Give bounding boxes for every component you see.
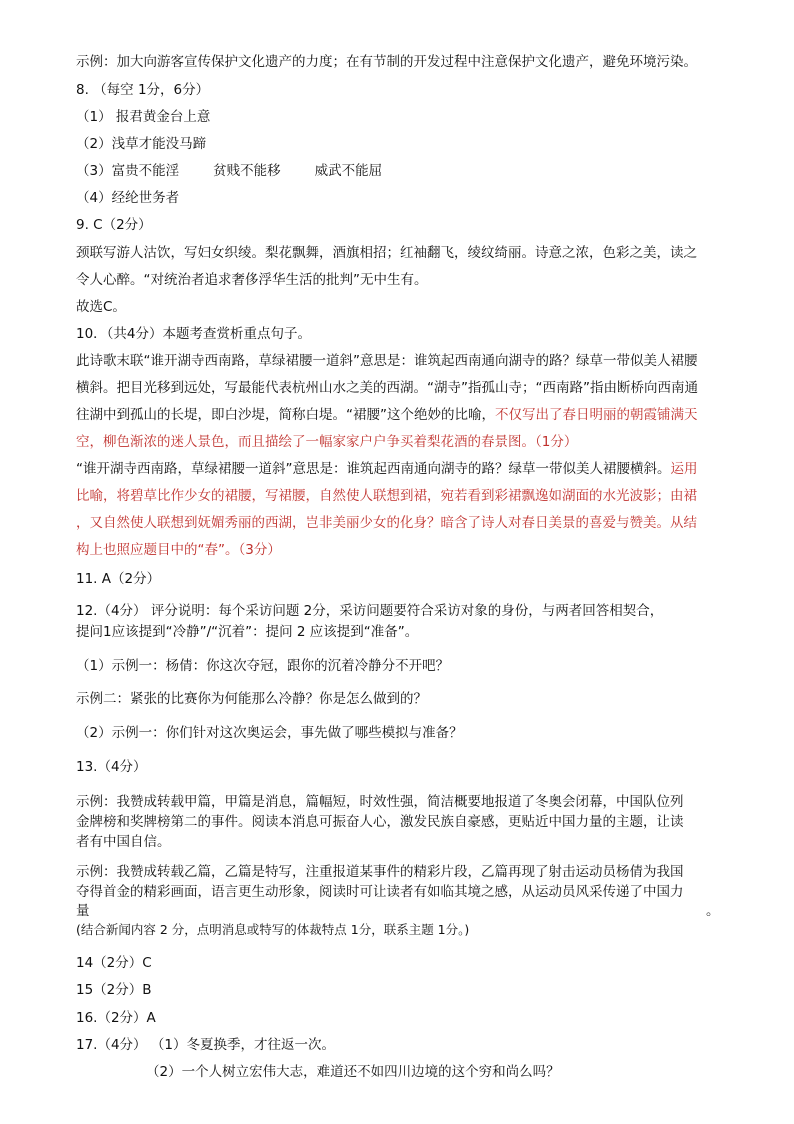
q8-answer-3b: 贫贱不能移 <box>213 163 281 179</box>
q17-answer-2: （2）一个人树立宏伟大志，难道还不如四川边境的这个穷和尚么吗？ <box>146 1064 560 1080</box>
q8-answer-3 <box>76 161 382 181</box>
q10-text-1: 此诗歌末联“谁开湖寺西南路，草绿裙腰一道斜”意思是：谁筑起西南通向湖寺的路？绿草一带似美人裙腰 <box>76 353 698 369</box>
q8-answer-3c: 威武不能屈 <box>314 163 383 179</box>
q13-scoring: (结合新闻内容 2 分，点明消息或特写的体裁特点 1分，联系主题 1分。) <box>76 922 470 937</box>
q12-example-3: （2）示例一：你们针对这次奥运会，事先做了哪些模拟与准备？ <box>76 725 463 741</box>
q12-criteria: 提问1应该提到“冷静”/“沉着”：提问 2 应该提到“准备”。 <box>76 624 419 640</box>
q12-example-2: 示例二：紧张的比赛你为何能那么冷静？你是怎么做到的？ <box>76 691 427 707</box>
q10-header: 10．（共4分）本题考查赏析重点句子。 <box>76 326 312 342</box>
q10-text-8 <box>76 540 281 560</box>
q10-text-8a: 构上也照应题目中的 <box>76 542 198 558</box>
example-q7: 示例：加大向游客宣传保护文化遗产的力度；在有节制的开发过程中注意保护文化遗产，避免环境污染。 <box>76 54 697 70</box>
q10-text-5-highlight: 运用 <box>670 461 698 477</box>
q10-text-8b: “春”。（3分） <box>197 542 281 558</box>
q13-example-b-3: 量 <box>76 903 90 919</box>
q8-header: 8. （每空 1分，6分） <box>76 82 210 98</box>
q14-answer: 14（2分）C <box>76 955 152 971</box>
q13-example-a-1: 示例：我赞成转载甲篇，甲篇是消息，篇幅短，时效性强，简洁概要地报道了冬奥会闭幕，中国队位列 <box>76 794 684 810</box>
q13-example-b-2: 夺得首金的精彩画面，语言更生动形象，阅读时可让读者有如临其境之感，从运动员风采传递了中国力 <box>76 884 684 900</box>
q9-explanation-1: 颈联写游人沽饮，写妇女织绫。梨花飘舞，酒旗相招；红袖翻飞，绫纹绮丽。诗意之浓，色彩之美，读之 <box>76 245 697 261</box>
q13-header: 13.（4分） <box>76 759 147 775</box>
q10-text-5-plain: “谁开湖寺西南路，草绿裙腰一道斜”意思是：谁筑起西南通向湖寺的路？绿草一带似美人裙腰横斜。 <box>76 461 671 477</box>
q12-header: 12.（4分） 评分说明：每个采访问题 2分，采访问题要符合采访对象的身份，与两者回答相契合， <box>76 603 664 619</box>
q15-answer: 15（2分）B <box>76 982 152 998</box>
q10-text-6: 比喻，将碧草比作少女的裙腰，写裙腰，自然使人联想到裙，宛若看到彩裙飘逸如湖面的水光波影；由裙 <box>76 488 697 504</box>
q8-answer-3a: （3）富贵不能淫 <box>76 163 180 179</box>
q9-answer: 9. C（2分） <box>76 217 152 233</box>
q9-explanation-2: 令人心醉。“对统治者追求奢侈浮华生活的批判”无中生有。 <box>76 272 428 288</box>
q10-text-3-highlight: 不仅写出了春日明丽的朝霞铺满天 <box>495 407 698 423</box>
q10-text-4: 空，柳色渐浓的迷人景色，而且描绘了一幅家家户户争买着梨花酒的春景图。（1分） <box>76 434 578 450</box>
q10-text-3 <box>76 405 698 425</box>
q10-text-7: ，又自然使人联想到妩媚秀丽的西湖，岂非美丽少女的化身？暗含了诗人对春日美景的喜爱与赞美。从结 <box>76 515 697 531</box>
q10-text-5 <box>76 459 698 479</box>
q16-answer: 16.（2分）A <box>76 1010 156 1026</box>
q12-example-1: （1）示例一：杨倩：你这次夺冠，跟你的沉着冷静分不开吧？ <box>76 658 450 674</box>
q8-answer-4: （4）经纶世务者 <box>76 190 180 206</box>
q8-answer-2: （2）浅草才能没马蹄 <box>76 136 207 152</box>
q13-example-b-1: 示例：我赞成转载乙篇，乙篇是特写，注重报道某事件的精彩片段，乙篇再现了射击运动员杨倩为我国 <box>76 864 684 880</box>
q10-text-2: 横斜。把目光移到远处，写最能代表杭州山水之美的西湖。“湖寺”指孤山寺；“西南路”指由断桥向西南通 <box>76 380 698 396</box>
q13-example-a-2: 金牌榜和奖牌榜第二的事件。阅读本消息可振奋人心，激发民族自豪感，更贴近中国力量的主题，让读 <box>76 814 684 830</box>
q13-example-a-3: 者有中国自信。 <box>76 834 171 850</box>
q9-conclusion: 故选C。 <box>76 299 126 315</box>
q8-answer-1: （1） 报君黄金台上意 <box>76 109 211 125</box>
q17-answer-1: 17.（4分） （1）冬夏换季，才往返一次。 <box>76 1037 335 1053</box>
q13-example-b-period: 。 <box>706 903 720 919</box>
q11-answer: 11. A（2分） <box>76 571 161 587</box>
q10-text-3-plain: 往湖中到孤山的长堤，即白沙堤，简称白堤。“裙腰”这个绝妙的比喻， <box>76 407 495 423</box>
